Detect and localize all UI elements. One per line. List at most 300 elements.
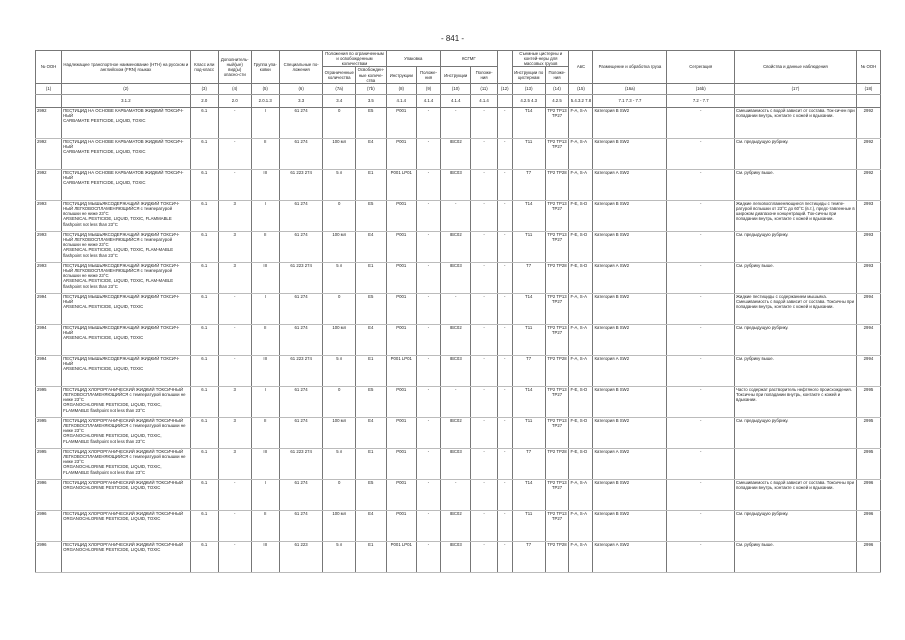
header-properties: Свойства и данные наблюдения: [734, 51, 856, 84]
packing-instruction: P001 LP01: [386, 169, 416, 200]
ibc-provision: -: [471, 355, 497, 386]
class: 6.1: [190, 200, 218, 231]
packing-instruction: P001: [386, 293, 416, 324]
subsidiary-hazard: 3: [218, 200, 251, 231]
packing-instruction: P001: [386, 417, 416, 448]
header-ems: АвС: [569, 51, 593, 84]
spacer-cell: -: [497, 107, 512, 138]
spacer-cell: -: [497, 169, 512, 200]
name-russian: ПЕСТИЦИД НА ОСНОВЕ КАРБАМАТОВ ЖИДКИЙ ТОКСИЧ-НЫЙ: [63, 107, 184, 119]
header-tank-instr: Инструкции по цистернам: [512, 67, 545, 83]
column-reference: 3.5: [356, 94, 387, 107]
excepted-quantity: E1: [356, 541, 387, 572]
proper-shipping-name: [62, 107, 190, 138]
ibc-provision: -: [471, 231, 497, 262]
tank-provision: TP2 TP28: [545, 355, 569, 386]
ibc-provision: -: [471, 200, 497, 231]
tank-instruction: T11: [512, 324, 545, 355]
table-row: [36, 262, 881, 293]
un-number: 2996: [36, 510, 62, 541]
packing-group: III: [251, 169, 279, 200]
subsidiary-hazard: 3: [218, 231, 251, 262]
limited-quantity: 5 л: [323, 169, 356, 200]
tank-instruction: T7: [512, 448, 545, 479]
stowage: Категория А SW2: [593, 169, 667, 200]
name-english: ARSENICAL PESTICIDE, LIQUID, TOXIC: [63, 335, 144, 341]
spacer-cell: -: [497, 200, 512, 231]
name-russian: ПЕСТИЦИД МЫШЬЯКСОДЕРЖАЩИЙ ЖИДКИЙ ТОКСИЧ-НЫЙ: [63, 355, 180, 367]
column-number: (15): [569, 83, 593, 94]
packing-provision: -: [417, 138, 441, 169]
subsidiary-hazard: -: [218, 324, 251, 355]
ibc-instruction: IBC03: [441, 355, 471, 386]
subsidiary-hazard: -: [218, 541, 251, 572]
packing-group: II: [251, 231, 279, 262]
column-reference: 5.4.3.2 7.8: [569, 94, 593, 107]
special-provisions: 61 274: [279, 138, 323, 169]
table-row: [36, 386, 881, 417]
properties: См. рубрику выше.: [734, 541, 856, 572]
class: 6.1: [190, 169, 218, 200]
table-row: [36, 231, 881, 262]
table-body: [36, 83, 881, 572]
special-provisions: 61 274: [279, 107, 323, 138]
table-row: [36, 417, 881, 448]
ibc-provision: -: [471, 541, 497, 572]
packing-provision: -: [417, 448, 441, 479]
name-english: ARSENICAL PESTICIDE, LIQUID, TOXIC, FLAM-MABLE flashpoint not less than 23°C: [63, 278, 174, 289]
special-provisions: 61 274: [279, 417, 323, 448]
dangerous-goods-table: [35, 50, 881, 573]
packing-instruction: P001 LP01: [386, 355, 416, 386]
subsidiary-hazard: -: [218, 293, 251, 324]
column-number: (11): [471, 83, 497, 94]
column-reference: 2.0.1.3: [251, 94, 279, 107]
packing-instruction: P001: [386, 324, 416, 355]
table-row: [36, 324, 881, 355]
special-provisions: 61 223 274: [279, 355, 323, 386]
packing-provision: -: [417, 107, 441, 138]
properties: См. предыдущую рубрику.: [734, 324, 856, 355]
tank-provision: TP2 TP13 TP27: [545, 386, 569, 417]
un-number: 2993: [36, 200, 62, 231]
header-ibc-prov: Положе-ния: [471, 67, 497, 83]
tank-provision: TP2 TP13 TP27: [545, 324, 569, 355]
packing-group: I: [251, 107, 279, 138]
packing-provision: -: [417, 231, 441, 262]
class: 6.1: [190, 541, 218, 572]
column-reference: 3.3: [279, 94, 323, 107]
header-name: Надлежащее транспортное наименование (НТН) на русском и английском (FRN) языках: [62, 51, 190, 84]
column-reference: [856, 94, 880, 107]
class: 6.1: [190, 355, 218, 386]
column-number: (13): [512, 83, 545, 94]
stowage: Категория В SW2: [593, 231, 667, 262]
subsidiary-hazard: 3: [218, 448, 251, 479]
packing-group: I: [251, 479, 279, 510]
tank-provision: TP2 TP13 TP27: [545, 417, 569, 448]
packing-instruction: P001: [386, 231, 416, 262]
tank-provision: TP2 TP13 TP27: [545, 231, 569, 262]
stowage: Категория В SW2: [593, 293, 667, 324]
un-number-right: 2992: [856, 169, 880, 200]
packing-instruction: P001: [386, 138, 416, 169]
name-russian: ПЕСТИЦИД ХЛОРОРГАНИЧЕСКИЙ ЖИДКИЙ ТОКСИЧНЫЙ: [63, 541, 184, 547]
un-number: 2992: [36, 107, 62, 138]
packing-provision: -: [417, 324, 441, 355]
ems: F-E, S-D: [569, 200, 593, 231]
proper-shipping-name: [62, 231, 190, 262]
column-number: (14): [545, 83, 569, 94]
proper-shipping-name: [62, 200, 190, 231]
header-segregation: Сегрегация: [667, 51, 735, 84]
properties: См. предыдущую рубрику.: [734, 510, 856, 541]
spacer-cell: -: [497, 355, 512, 386]
ibc-instruction: IBC02: [441, 231, 471, 262]
stowage: Категория А SW2: [593, 448, 667, 479]
subsidiary-hazard: 3: [218, 417, 251, 448]
name-english: ORGANOCHLORINE PESTICIDE, LIQUID, TOXIC: [63, 485, 161, 491]
segregation: -: [667, 169, 735, 200]
special-provisions: 61 223 274: [279, 448, 323, 479]
packing-instruction: P001: [386, 510, 416, 541]
segregation: -: [667, 231, 735, 262]
column-number: (16а): [593, 83, 667, 94]
class: 6.1: [190, 231, 218, 262]
tank-instruction: T11: [512, 231, 545, 262]
un-number-right: 2992: [856, 138, 880, 169]
column-reference: [497, 94, 512, 107]
spacer-cell: -: [497, 293, 512, 324]
ibc-instruction: IBC02: [441, 138, 471, 169]
table-row: [36, 510, 881, 541]
ibc-instruction: IBC02: [441, 417, 471, 448]
ibc-provision: -: [471, 510, 497, 541]
properties: Жидкие пестициды с содержанием мышьяка. Смешиваемость с водой зависит от состава. Токсичны при попадании внутрь, контакте с кожей и вдыхании.: [734, 293, 856, 324]
tank-provision: TP2 TP28: [545, 448, 569, 479]
subsidiary-hazard: 3: [218, 262, 251, 293]
header-limited-qty: Ограниченные количества: [323, 67, 356, 83]
stowage: Категория В SW2: [593, 417, 667, 448]
class: 6.1: [190, 293, 218, 324]
un-number-right: 2994: [856, 355, 880, 386]
column-number: (2): [62, 83, 190, 94]
segregation: -: [667, 417, 735, 448]
table-row: [36, 355, 881, 386]
excepted-quantity: E1: [356, 262, 387, 293]
properties: Смешиваемость с водой зависит от состава. Токсичны при попадании внутрь, контакте с кожей и вдыхании.: [734, 479, 856, 510]
packing-provision: -: [417, 262, 441, 293]
packing-group: I: [251, 386, 279, 417]
class: 6.1: [190, 386, 218, 417]
tank-provision: TP2 TP13 TP27: [545, 107, 569, 138]
table-row: [36, 169, 881, 200]
limited-quantity: 0: [323, 200, 356, 231]
packing-group: I: [251, 200, 279, 231]
packing-group: II: [251, 510, 279, 541]
name-russian: ПЕСТИЦИД МЫШЬЯКСОДЕРЖАЩИЙ ЖИДКИЙ ТОКСИЧ-НЫЙ ЛЕГКОВОСПЛАМЕНЯЮЩИЙСЯ с температурой вспышки не ниже 23°C: [63, 231, 180, 248]
limited-quantity: 5 л: [323, 355, 356, 386]
ems: F-A, S-A: [569, 169, 593, 200]
tank-instruction: T14: [512, 107, 545, 138]
stowage: Категория В SW2: [593, 324, 667, 355]
table-row: [36, 479, 881, 510]
stowage: Категория А SW2: [593, 355, 667, 386]
header-ibc: КСГМГ: [441, 51, 498, 67]
column-reference: 4.2.5 4.3: [512, 94, 545, 107]
packing-instruction: P001: [386, 200, 416, 231]
column-number: (1): [36, 83, 62, 94]
excepted-quantity: E4: [356, 231, 387, 262]
spacer-cell: -: [497, 448, 512, 479]
tank-instruction: T11: [512, 510, 545, 541]
name-russian: ПЕСТИЦИД МЫШЬЯКСОДЕРЖАЩИЙ ЖИДКИЙ ТОКСИЧ-НЫЙ ЛЕГКОВОСПЛАМЕНЯЮЩИЙСЯ с температурой вспышки не ниже 23°C: [63, 262, 180, 279]
column-reference: 2.0: [218, 94, 251, 107]
ibc-instruction: IBC03: [441, 169, 471, 200]
tank-provision: TP2 TP13 TP27: [545, 510, 569, 541]
tank-instruction: T7: [512, 355, 545, 386]
ibc-instruction: -: [441, 479, 471, 510]
header-tanks: Съемные цистерны и контей-неры для массовых грузов: [512, 51, 569, 67]
tank-instruction: T11: [512, 138, 545, 169]
proper-shipping-name: [62, 169, 190, 200]
proper-shipping-name: [62, 138, 190, 169]
column-reference: 4.1.4: [417, 94, 441, 107]
tank-instruction: T14: [512, 200, 545, 231]
ibc-instruction: IBC02: [441, 510, 471, 541]
stowage: Категория В SW2: [593, 386, 667, 417]
header-un-right: № ООН: [856, 51, 880, 84]
class: 6.1: [190, 324, 218, 355]
stowage: Категория А SW2: [593, 262, 667, 293]
subsidiary-hazard: -: [218, 479, 251, 510]
segregation: -: [667, 448, 735, 479]
packing-provision: -: [417, 479, 441, 510]
header-special: Специальные по-ложения: [279, 51, 323, 84]
ems: F-A, S-A: [569, 541, 593, 572]
header-un: № ООН: [36, 51, 62, 84]
limited-quantity: 0: [323, 479, 356, 510]
properties: См. предыдущую рубрику.: [734, 138, 856, 169]
stowage: Категория А SW2: [593, 541, 667, 572]
column-reference: 3.1.2: [62, 94, 190, 107]
packing-group: II: [251, 324, 279, 355]
name-english: ORGANOCHLORINE PESTICIDE, LIQUID, TOXIC, FLAMMABLE flashpoint not less than 23°C: [63, 433, 162, 444]
column-number: (17): [734, 83, 856, 94]
ems: F-E, S-D: [569, 448, 593, 479]
segregation: -: [667, 107, 735, 138]
un-number: 2992: [36, 138, 62, 169]
header-extra-hazard: Дополнитель-ный(ые) вид(ы) опасно-сти: [218, 51, 251, 84]
column-number: (7b): [356, 83, 387, 94]
spacer-cell: -: [497, 386, 512, 417]
segregation: -: [667, 293, 735, 324]
column-number: (16b): [667, 83, 735, 94]
ems: F-A, S-A: [569, 479, 593, 510]
class: 6.1: [190, 138, 218, 169]
table-row: [36, 541, 881, 572]
properties: См. предыдущую рубрику.: [734, 417, 856, 448]
un-number: 2995: [36, 386, 62, 417]
tank-instruction: T7: [512, 541, 545, 572]
ibc-provision: -: [471, 479, 497, 510]
ibc-instruction: -: [441, 386, 471, 417]
column-reference: 2.0: [190, 94, 218, 107]
name-english: ORGANOCHLORINE PESTICIDE, LIQUID, TOXIC, FLAMMABLE flashpoint not less than 23°C: [63, 464, 162, 475]
name-russian: ПЕСТИЦИД МЫШЬЯКСОДЕРЖАЩИЙ ЖИДКИЙ ТОКСИЧ-НЫЙ: [63, 324, 180, 336]
packing-group: II: [251, 417, 279, 448]
ibc-instruction: IBC03: [441, 262, 471, 293]
packing-provision: -: [417, 169, 441, 200]
header-ibc-instr: Инструкции: [441, 67, 471, 83]
table-row: [36, 200, 881, 231]
ems: F-A, S-A: [569, 107, 593, 138]
special-provisions: 61 274: [279, 386, 323, 417]
tank-provision: TP2 TP13 TP27: [545, 293, 569, 324]
spacer-cell: -: [497, 479, 512, 510]
limited-quantity: 100 мл: [323, 510, 356, 541]
special-provisions: 61 223 274: [279, 169, 323, 200]
packing-group: III: [251, 355, 279, 386]
ibc-provision: -: [471, 324, 497, 355]
limited-quantity: 0: [323, 386, 356, 417]
proper-shipping-name: [62, 262, 190, 293]
properties: См. рубрику выше.: [734, 169, 856, 200]
packing-provision: -: [417, 417, 441, 448]
proper-shipping-name: [62, 293, 190, 324]
header-stowage: Размещение и обработка груза: [593, 51, 667, 84]
excepted-quantity: E5: [356, 200, 387, 231]
class: 6.1: [190, 262, 218, 293]
packing-instruction: P001: [386, 107, 416, 138]
un-number-right: 2996: [856, 541, 880, 572]
packing-group: III: [251, 262, 279, 293]
column-reference: 7.1 7.3 - 7.7: [593, 94, 667, 107]
limited-quantity: 100 мл: [323, 138, 356, 169]
name-russian: ПЕСТИЦИД ХЛОРОРГАНИЧЕСКИЙ ЖИДКИЙ ТОКСИЧНЫЙ ЛЕГКОВОСПЛАМЕНЯЮЩИЙСЯ с температурой вспышки не ниже 23°C: [63, 386, 186, 403]
un-number: 2995: [36, 448, 62, 479]
name-english: ARSENICAL PESTICIDE, LIQUID, TOXIC: [63, 366, 144, 372]
column-reference: 4.2.5: [545, 94, 569, 107]
stowage: Категория В SW2: [593, 107, 667, 138]
un-number: 2994: [36, 355, 62, 386]
packing-provision: -: [417, 510, 441, 541]
un-number: 2994: [36, 324, 62, 355]
tank-instruction: T7: [512, 262, 545, 293]
tank-instruction: T7: [512, 169, 545, 200]
header-pack-instr: Инструкции: [386, 67, 416, 83]
column-number: (6): [279, 83, 323, 94]
un-number-right: 2996: [856, 479, 880, 510]
segregation: -: [667, 479, 735, 510]
header-pack-group: Группа упа-ковки: [251, 51, 279, 84]
segregation: -: [667, 138, 735, 169]
special-provisions: 61 274: [279, 324, 323, 355]
packing-instruction: P001: [386, 448, 416, 479]
ibc-instruction: -: [441, 200, 471, 231]
spacer-cell: -: [497, 541, 512, 572]
un-number: 2994: [36, 293, 62, 324]
packing-group: I: [251, 293, 279, 324]
column-reference: [734, 94, 856, 107]
spacer-cell: -: [497, 417, 512, 448]
un-number-right: 2993: [856, 262, 880, 293]
special-provisions: 61 274: [279, 231, 323, 262]
limited-quantity: 5 л: [323, 448, 356, 479]
excepted-quantity: E1: [356, 169, 387, 200]
limited-quantity: 0: [323, 293, 356, 324]
table-row: [36, 448, 881, 479]
page-number: - 841 -: [440, 34, 465, 43]
tank-instruction: T14: [512, 293, 545, 324]
header-packing: Упаковка: [386, 51, 440, 67]
tank-provision: TP2 TP13 TP27: [545, 138, 569, 169]
ibc-instruction: -: [441, 293, 471, 324]
name-english: ARSENICAL PESTICIDE, LIQUID, TOXIC, FLAM-MABLE flashpoint not less than 23°C: [63, 247, 174, 258]
name-russian: ПЕСТИЦИД ХЛОРОРГАНИЧЕСКИЙ ЖИДКИЙ ТОКСИЧНЫЙ ЛЕГКОВОСПЛАМЕНЯЮЩИЙСЯ с температурой вспышки не ниже 23°C: [63, 417, 186, 434]
column-reference: 7.2 - 7.7: [667, 94, 735, 107]
limited-quantity: 5 л: [323, 262, 356, 293]
limited-quantity: 100 мл: [323, 324, 356, 355]
packing-provision: -: [417, 200, 441, 231]
packing-instruction: P001: [386, 386, 416, 417]
class: 6.1: [190, 448, 218, 479]
stowage: Категория В SW2: [593, 479, 667, 510]
tank-instruction: T11: [512, 417, 545, 448]
segregation: -: [667, 324, 735, 355]
name-russian: ПЕСТИЦИД ХЛОРОРГАНИЧЕСКИЙ ЖИДКИЙ ТОКСИЧНЫЙ: [63, 479, 184, 485]
properties: [734, 448, 856, 479]
special-provisions: 61 274: [279, 200, 323, 231]
name-russian: ПЕСТИЦИД НА ОСНОВЕ КАРБАМАТОВ ЖИДКИЙ ТОКСИЧ-НЫЙ: [63, 138, 184, 150]
un-number-right: 2996: [856, 510, 880, 541]
special-provisions: 61 223 274: [279, 262, 323, 293]
limited-quantity: 5 л: [323, 541, 356, 572]
proper-shipping-name: [62, 355, 190, 386]
segregation: -: [667, 541, 735, 572]
column-number: (4): [218, 83, 251, 94]
tank-provision: TP2 TP28: [545, 541, 569, 572]
packing-instruction: P001: [386, 479, 416, 510]
header-exempt-qty: Освобожден-ные количе-ства: [357, 67, 385, 83]
name-english: ORGANOCHLORINE PESTICIDE, LIQUID, TOXIC: [63, 547, 161, 553]
ibc-provision: -: [471, 417, 497, 448]
un-number-right: 2995: [856, 448, 880, 479]
subsidiary-hazard: -: [218, 138, 251, 169]
excepted-quantity: E1: [356, 355, 387, 386]
proper-shipping-name: [62, 417, 190, 448]
class: 6.1: [190, 107, 218, 138]
column-reference-row: [36, 94, 881, 107]
proper-shipping-name: [62, 448, 190, 479]
column-number: (9): [417, 83, 441, 94]
properties: См. предыдущую рубрику.: [734, 231, 856, 262]
header-spacer: [497, 51, 512, 84]
un-number-right: 2993: [856, 231, 880, 262]
ibc-instruction: -: [441, 107, 471, 138]
excepted-quantity: E5: [356, 386, 387, 417]
header-limited: Положения по ограниченным и освобожденным количествам: [323, 51, 386, 67]
proper-shipping-name: [62, 386, 190, 417]
un-number-right: 2995: [856, 386, 880, 417]
packing-group: III: [251, 448, 279, 479]
properties: См. рубрику выше.: [734, 355, 856, 386]
limited-quantity: 0: [323, 107, 356, 138]
column-number: (18): [856, 83, 880, 94]
un-number: 2996: [36, 479, 62, 510]
name-english: CARBAMATE PESTICIDE, LIQUID, TOXIC: [63, 118, 146, 124]
subsidiary-hazard: 3: [218, 386, 251, 417]
